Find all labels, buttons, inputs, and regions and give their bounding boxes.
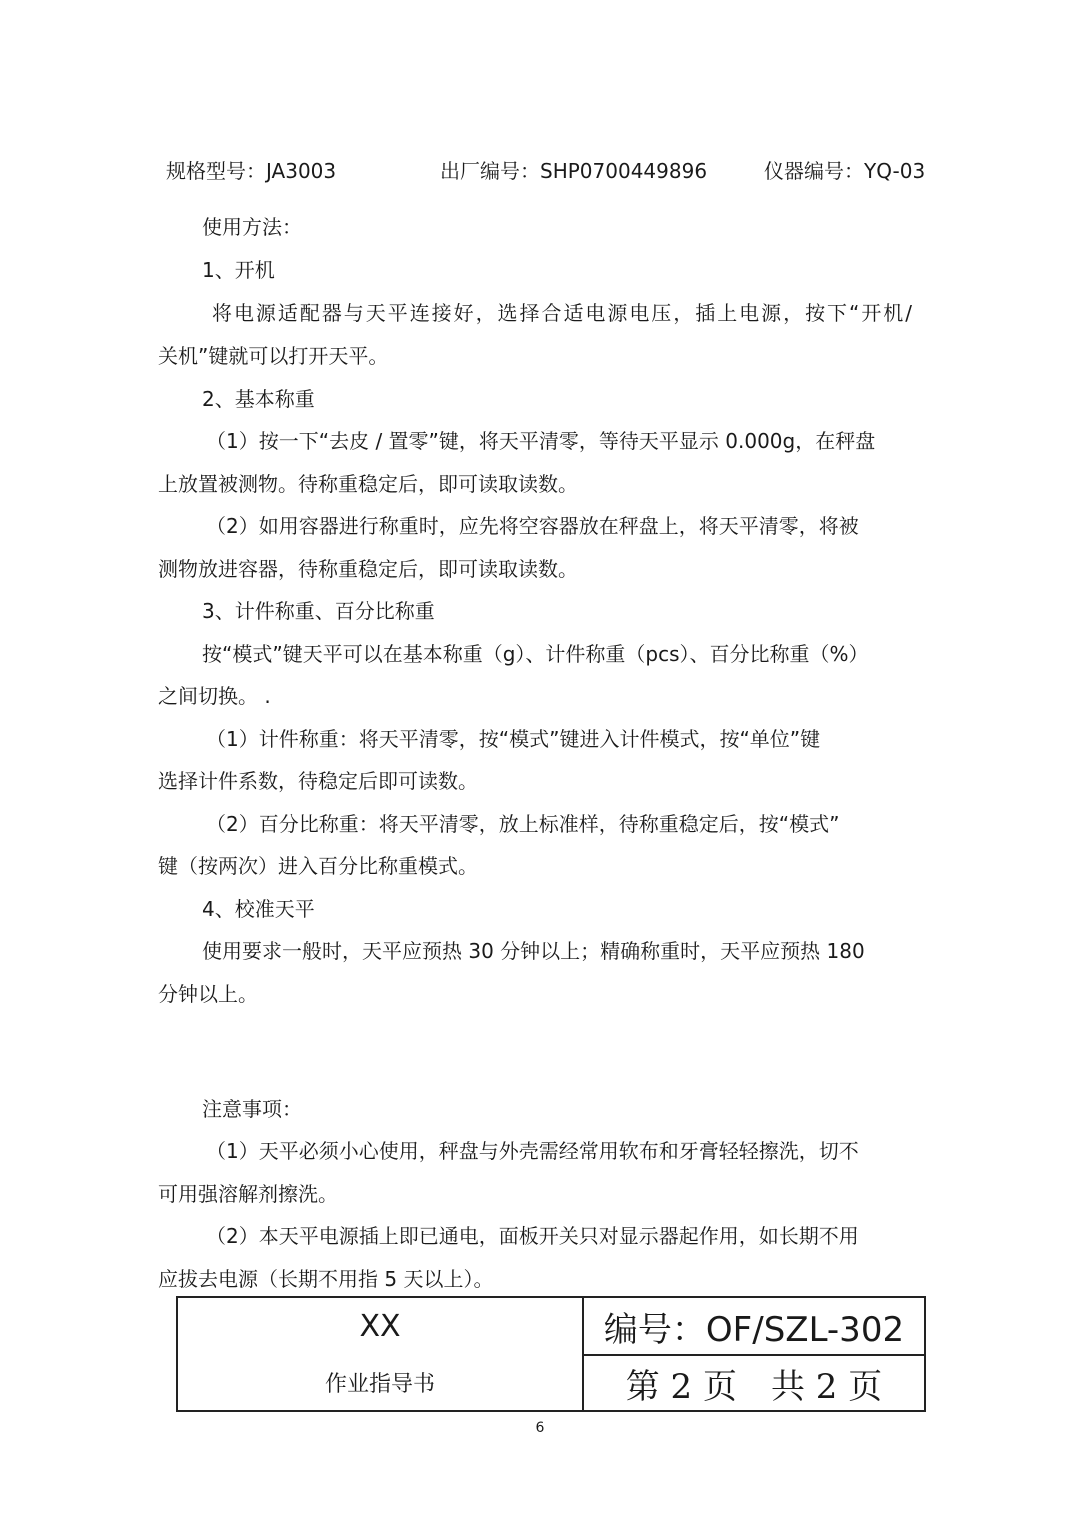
document-number: 编号：OF/SZL-302 [583,1297,925,1355]
paragraph-line: 使用要求一般时，天平应预热 30 分钟以上；精确称重时，天平应预热 180 [202,939,865,963]
paragraph-line: 分钟以上。 [158,982,258,1006]
paragraph-line: （2）本天平电源插上即已通电，面板开关只对显示器起作用，如长期不用 [206,1224,859,1248]
page-number: 6 [535,1420,545,1436]
section-heading-notes: 注意事项： [202,1097,302,1121]
paragraph-line: 测物放进容器，待称重稳定后，即可读取读数。 [158,557,578,581]
paragraph-line: 上放置被测物。待称重稳定后，即可读取读数。 [158,472,578,496]
section-heading-calibration: 4、校准天平 [202,897,315,921]
paragraph-line: 可用强溶解剂擦洗。 [158,1182,338,1206]
paragraph-line: （1）天平必须小心使用，秤盘与外壳需经常用软布和牙膏轻轻擦洗，切不 [206,1139,859,1163]
paragraph-line: 将电源适配器与天平连接好，选择合适电源电压，插上电源，按下“开机/ [212,301,912,325]
section-heading-basic-weighing: 2、基本称重 [202,387,315,411]
paragraph-line: （2）如用容器进行称重时，应先将空容器放在秤盘上，将天平清零，将被 [206,514,859,538]
section-heading-usage: 使用方法： [202,215,302,239]
paragraph-line: 按“模式”键天平可以在基本称重（g）、计件称重（pcs）、百分比称重（%） [202,642,869,666]
paragraph-line: 关机”键就可以打开天平。 [158,344,389,368]
company-name: XX [177,1297,583,1355]
paragraph-line: （1）计件称重：将天平清零，按“模式”键进入计件模式，按“单位”键 [206,727,821,751]
section-heading-power-on: 1、开机 [202,258,275,282]
paragraph-line: 键（按两次）进入百分比称重模式。 [158,854,478,878]
paragraph-line: 应拔去电源（长期不用指 5 天以上）。 [158,1267,494,1291]
spec-model: 规格型号：JA3003 [166,159,337,183]
page-info: 第 2 页 共 2 页 [583,1355,925,1411]
document-type: 作业指导书 [177,1355,583,1411]
footer-table [176,1296,926,1412]
spec-factory-number: 出厂编号：SHP0700449896 [440,159,708,183]
paragraph-line: （1）按一下“去皮 / 置零”键，将天平清零，等待天平显示 0.000g，在秤盘 [206,429,876,453]
paragraph-line: （2）百分比称重：将天平清零，放上标准样，待称重稳定后，按“模式” [206,812,840,836]
section-heading-count-percent: 3、计件称重、百分比称重 [202,599,435,623]
paragraph-line: 选择计件系数，待稳定后即可读数。 [158,769,478,793]
paragraph-line: 之间切换。 . [158,684,271,708]
spec-instrument-number: 仪器编号：YQ-03 [764,159,926,183]
